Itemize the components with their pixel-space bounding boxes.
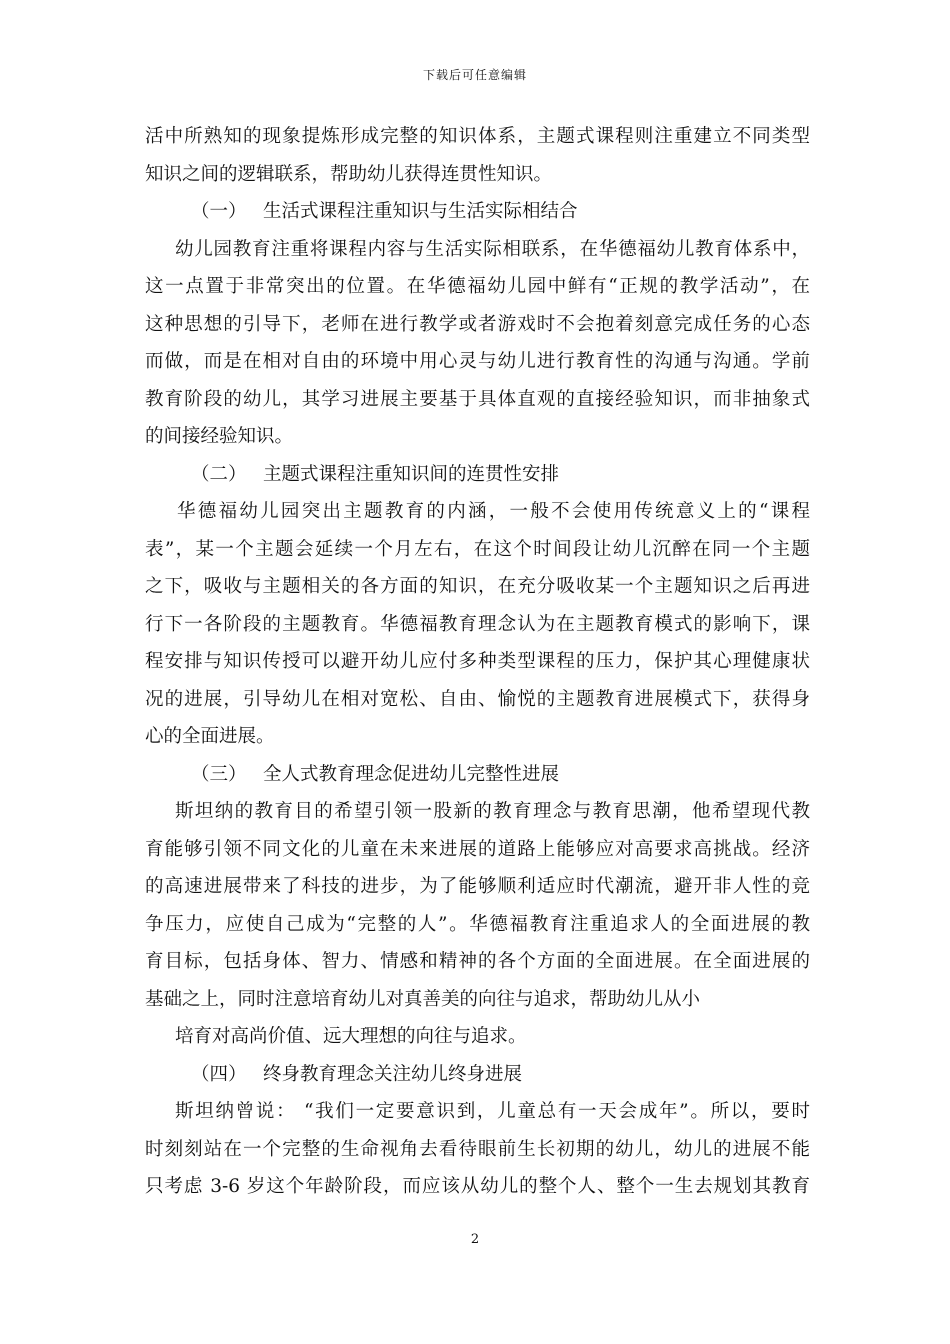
section-number: （三） bbox=[191, 763, 247, 785]
body-line: 的高速进展带来了科技的进步，为了能够顺利适应时代潮流，避开非人性的竞 bbox=[145, 876, 810, 897]
document-body bbox=[145, 118, 810, 1206]
section-number: （二） bbox=[191, 463, 247, 485]
section-number: （一） bbox=[191, 201, 247, 222]
body-line: 况的进展，引导幼儿在相对宽松、自由、愉悦的主题教育进展模式下，获得身 bbox=[145, 688, 810, 710]
section-heading bbox=[145, 456, 810, 494]
section-title: 全人式教育理念促进幼儿完整性进展 bbox=[263, 763, 560, 785]
body-line: 斯坦纳的教育目的希望引领一股新的教育理念与教育思潮，他希望现代教 bbox=[175, 801, 810, 822]
body-line: 基础之上，同时注意培育幼儿对真善美的向往与追求，帮助幼儿从小 bbox=[145, 988, 701, 1010]
section-number: （四） bbox=[191, 1063, 247, 1085]
body-line: 幼儿园教育注重将课程内容与生活实际相联系，在华德福幼儿教育体系中， bbox=[175, 238, 810, 260]
body-line: 培育对高尚价值、远大理想的向往与追求。 bbox=[175, 1026, 527, 1047]
body-line: 行下一各阶段的主题教育。华德福教育理念认为在主题教育模式的影响下，课 bbox=[145, 613, 810, 635]
body-line: 斯坦纳曾说： “我们一定要意识到，儿童总有一天会成年”。所以，要时 bbox=[175, 1101, 810, 1122]
section-title: 终身教育理念关注幼儿终身进展 bbox=[263, 1063, 523, 1085]
body-line: 之下，吸收与主题相关的各方面的知识，在充分吸收某一个主题知识之后再进 bbox=[145, 576, 810, 597]
body-line: 这种思想的引导下，老师在进行教学或者游戏时不会抱着刻意完成任务的心态 bbox=[145, 313, 810, 335]
body-line: 而做，而是在相对自由的环境中用心灵与幼儿进行教育性的沟通与沟通。学前 bbox=[145, 351, 810, 372]
body-line: 育能够引领不同文化的儿童在未来进展的道路上能够应对高要求高挑战。经济 bbox=[145, 838, 810, 860]
section-title: 生活式课程注重知识与生活实际相结合 bbox=[263, 201, 578, 222]
body-line: 时刻刻站在一个完整的生命视角去看待眼前生长初期的幼儿，幼儿的进展不能 bbox=[145, 1138, 810, 1160]
page-header: 下载后可任意编辑 bbox=[422, 68, 527, 82]
section-heading bbox=[145, 756, 810, 794]
body-line: 争压力，应使自己成为“完整的人”。华德福教育注重追求人的全面进展的教 bbox=[145, 913, 810, 935]
body-line: 这一点置于非常突出的位置。在华德福幼儿园中鲜有“正规的教学活动”，在 bbox=[145, 276, 810, 297]
body-line: 教育阶段的幼儿，其学习进展主要基于具体直观的直接经验知识，而非抽象式 bbox=[145, 388, 810, 410]
section-title: 主题式课程注重知识间的连贯性安排 bbox=[263, 463, 560, 485]
body-line: 的间接经验知识。 bbox=[145, 426, 294, 447]
body-line: 华德福幼儿园突出主题教育的内涵，一般不会使用传统意义上的“课程 bbox=[177, 501, 810, 522]
body-line: 表”，某一个主题会延续一个月左右，在这个时间段让幼儿沉醉在同一个主题 bbox=[145, 538, 810, 560]
section-heading bbox=[145, 193, 810, 231]
body-line: 只考虑 3-6 岁这个年龄阶段，而应该从幼儿的整个人、整个一生去规划其教育 bbox=[145, 1176, 810, 1197]
body-line: 活中所熟知的现象提炼形成完整的知识体系，主题式课程则注重建立不同类型 bbox=[145, 126, 810, 147]
body-line: 育目标，包括身体、智力、情感和精神的各个方面的全面进展。在全面进展的 bbox=[145, 951, 810, 972]
page-number: 2 bbox=[470, 1232, 480, 1247]
body-line: 知识之间的逻辑联系，帮助幼儿获得连贯性知识。 bbox=[145, 163, 553, 185]
section-heading bbox=[145, 1056, 810, 1094]
body-line: 程安排与知识传授可以避开幼儿应付多种类型课程的压力，保护其心理健康状 bbox=[145, 651, 810, 672]
body-line: 心的全面进展。 bbox=[145, 726, 275, 747]
